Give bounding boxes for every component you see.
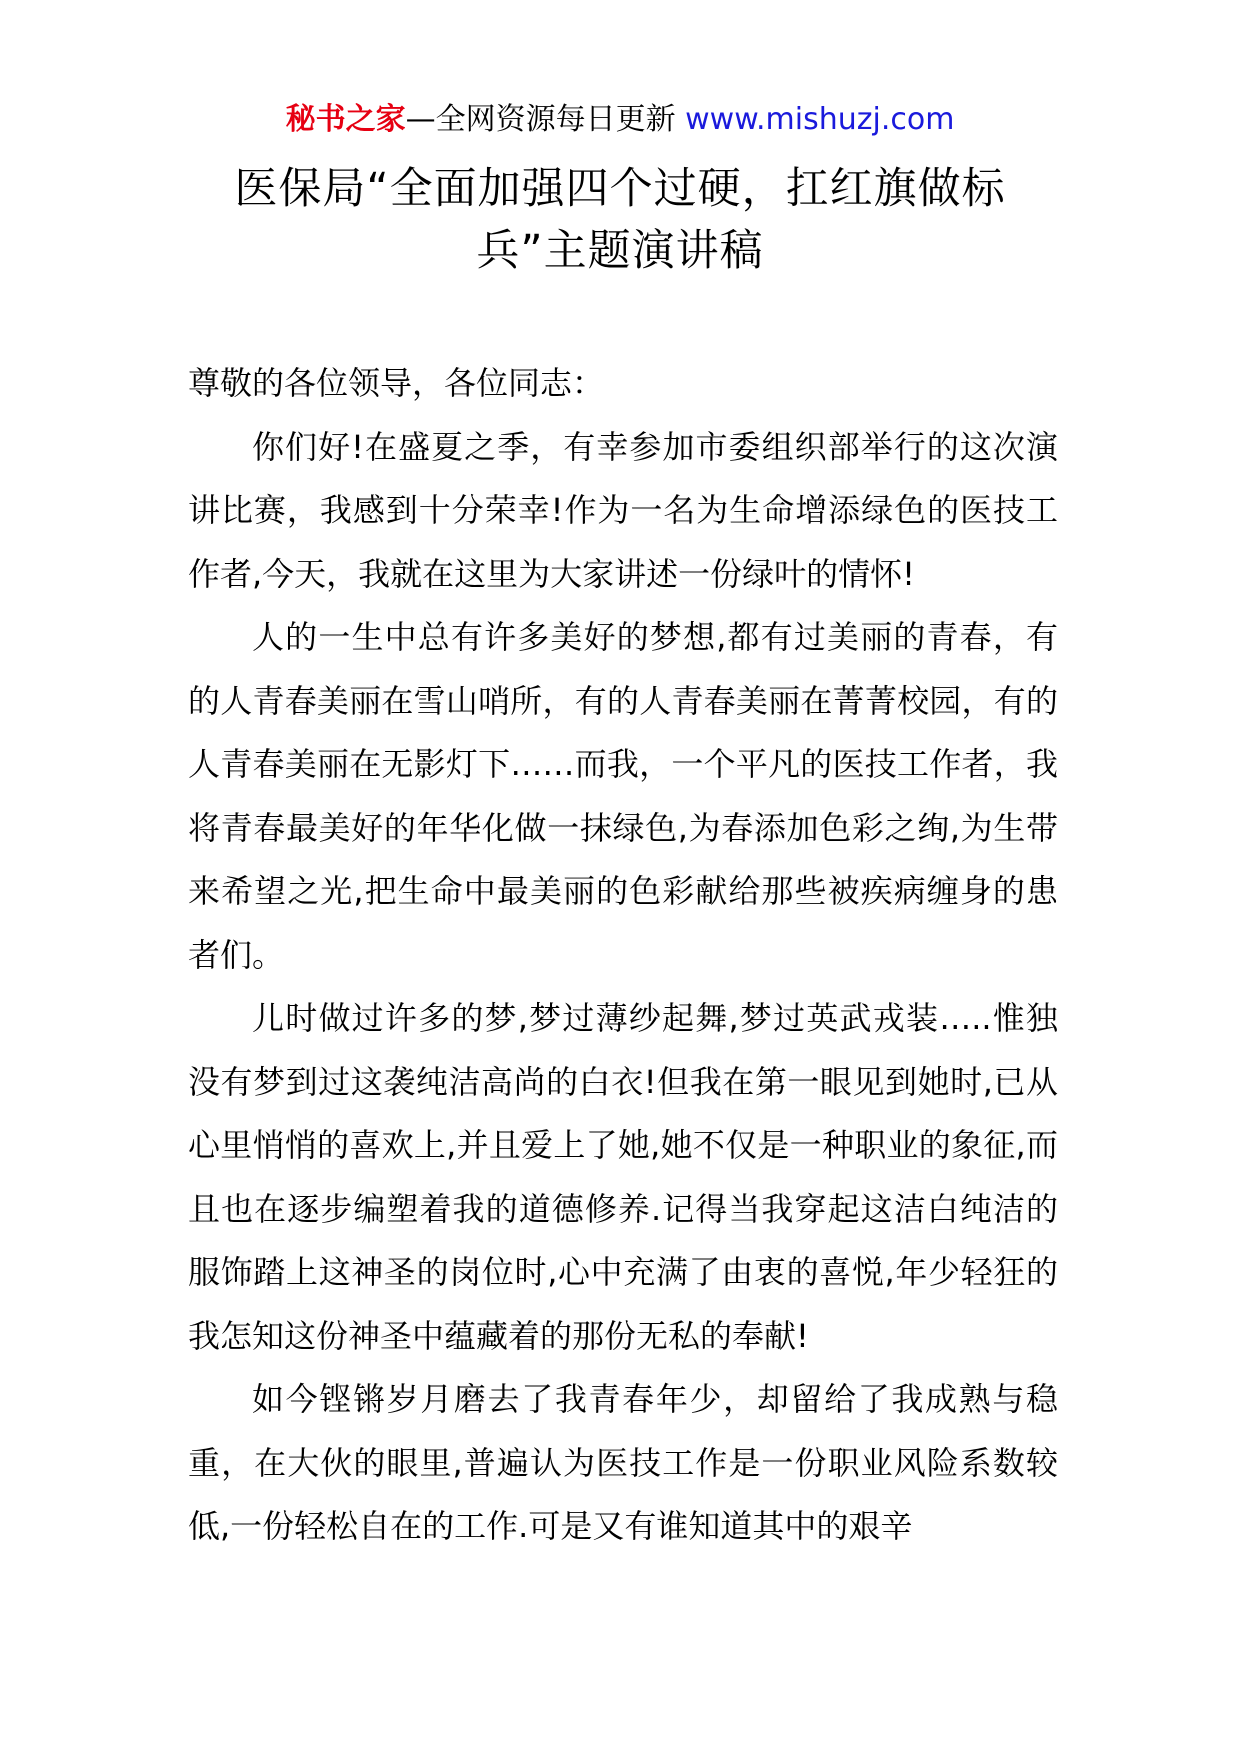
site-brand: 秘书之家 [285,102,406,137]
document-title: 医保局“全面加强四个过硬，扛红旗做标兵”主题演讲稿 [234,164,1006,276]
greeting-line: 尊敬的各位领导，各位同志： [188,364,605,402]
paragraph: 如今铿锵岁月磨去了我青春年少，却留给了我成熟与稳重，在大伙的眼里,普遍认为医技工作是一份职业风险系数较低,一份轻松自在的工作.可是又有谁知道其中的艰辛 [188,1380,1058,1545]
document-body [188,352,1058,1559]
paragraph: 人的一生中总有许多美好的梦想,都有过美丽的青春，有的人青春美丽在雪山哨所，有的人青春美丽在菁菁校园，有的人青春美丽在无影灯下……而我，一个平凡的医技工作者，我将青春最美好的年华化做一抹绿色,为春添加色彩之绚,为生带来希望之光,把生命中最美丽的色彩献给那些被疾病缠身的患者们。 [188,618,1058,974]
site-tagline: —全网资源每日更新 [405,102,686,137]
site-header [0,100,1240,140]
site-url-link[interactable]: www.mishuzj.com [685,102,955,137]
paragraph: 你们好!在盛夏之季，有幸参加市委组织部举行的这次演讲比赛，我感到十分荣幸!作为一名为生命增添绿色的医技工作者,今天，我就在这里为大家讲述一份绿叶的情怀! [188,427,1058,593]
paragraph: 儿时做过许多的梦,梦过薄纱起舞,梦过英武戎装…..惟独没有梦到过这袭纯洁高尚的白衣!但我在第一眼见到她时,已从心里悄悄的喜欢上,并且爱上了她,她不仅是一种职业的象征,而且也在逐步编塑着我的道德修养.记得当我穿起这洁白纯洁的服饰踏上这神圣的岗位时,心中充满了由衷的喜悦,年少轻狂的我怎知这份神圣中蕴藏着的那份无私的奉献! [188,999,1058,1355]
